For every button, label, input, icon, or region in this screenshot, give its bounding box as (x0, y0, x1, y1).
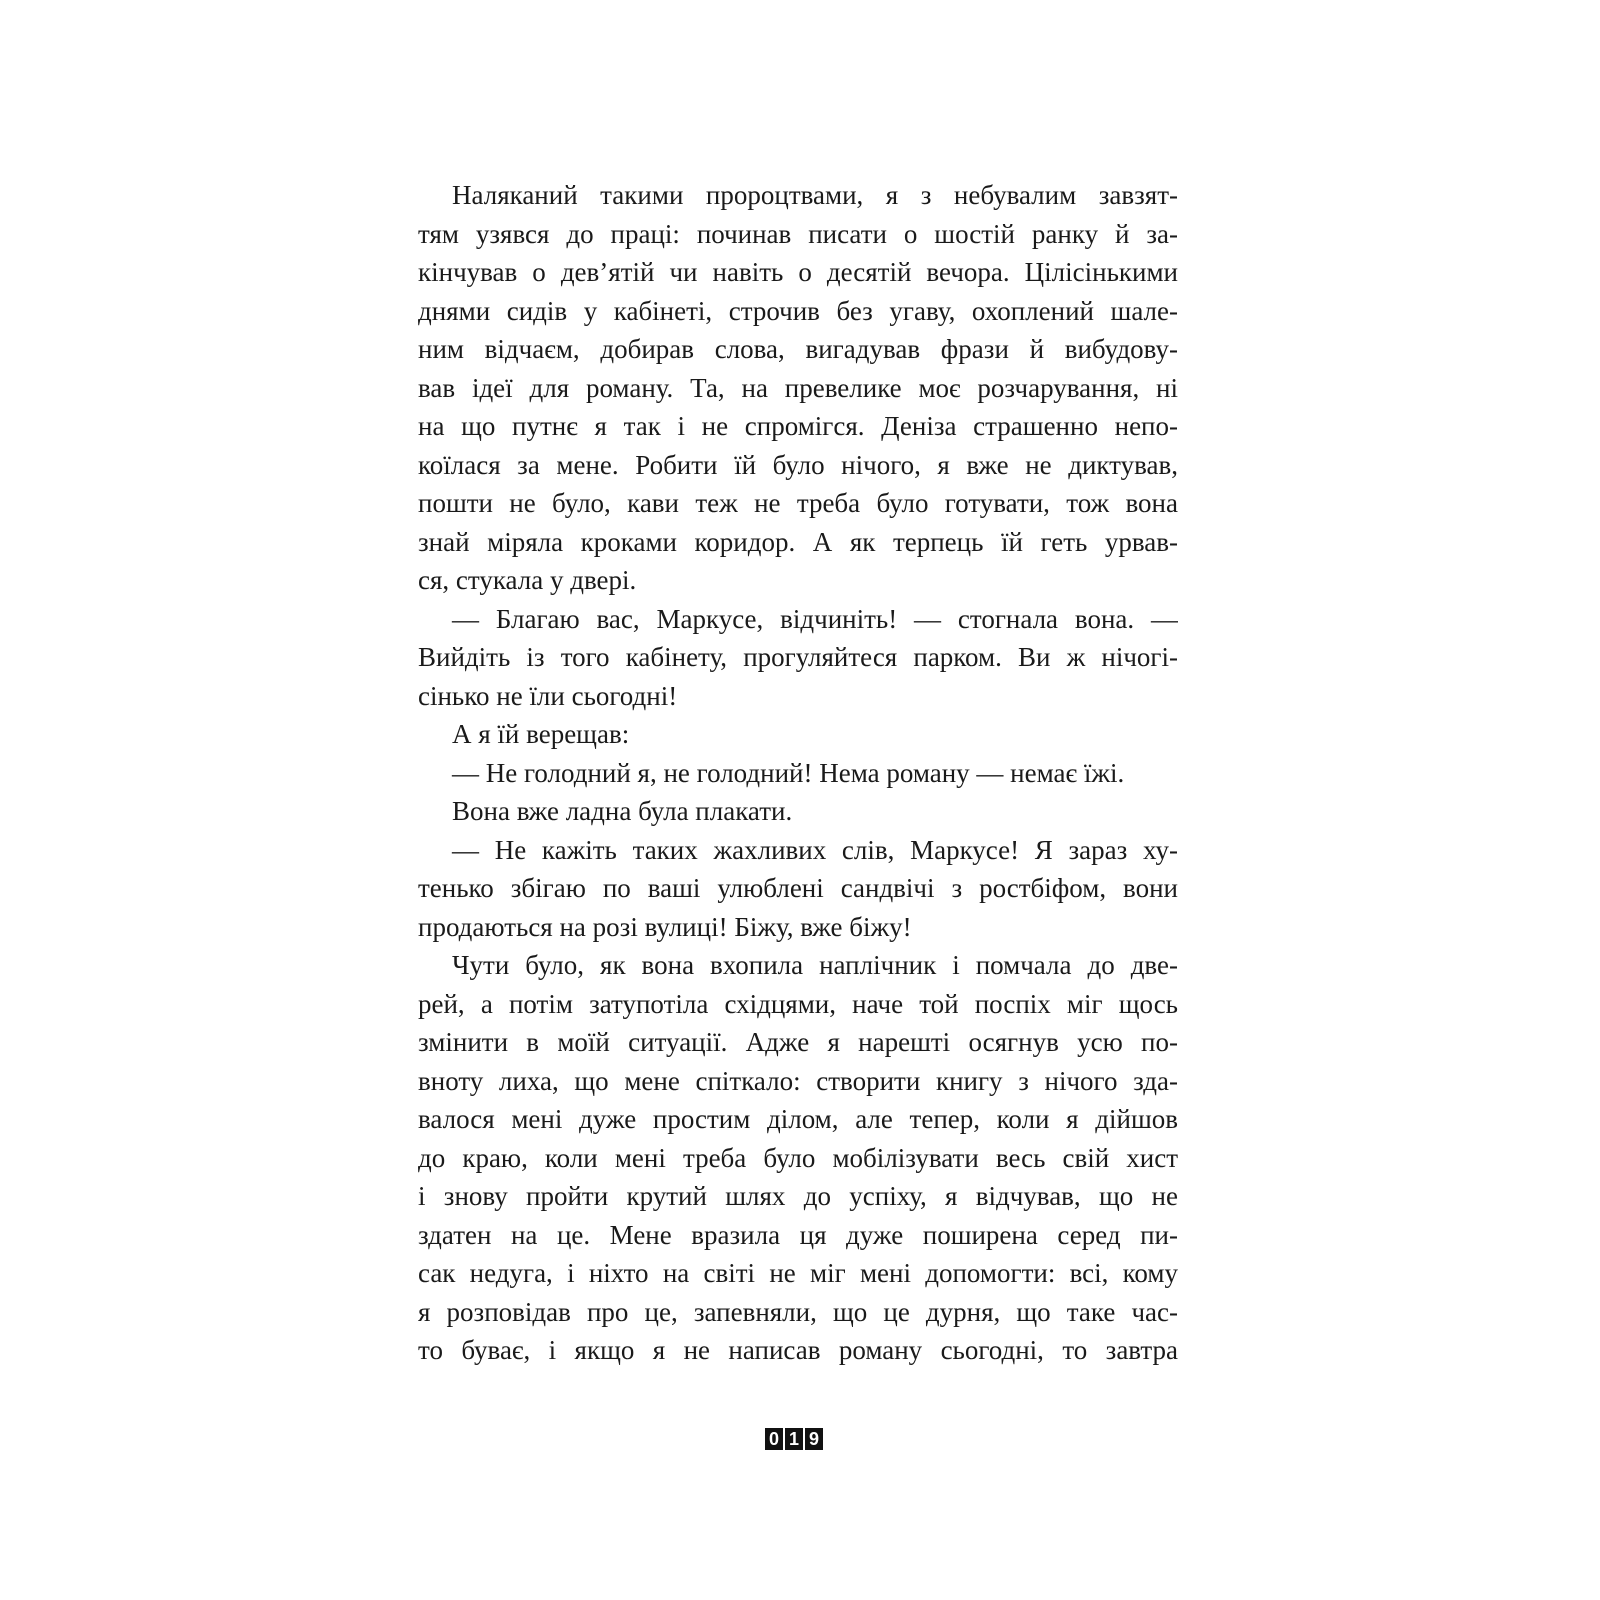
text-line: — Не кажіть таких жахливих слів, Маркусе! Я зараз ху- (452, 834, 1178, 865)
text-line: то буває, і якщо я не написав роману сьогодні, то завтра (418, 1335, 1178, 1365)
text-line: змінити в моїй ситуації. Адже я нарешті осягнув усю по- (418, 1027, 1178, 1057)
text-line: Вийдіть із того кабінету, прогуляйтеся парком. Ви ж нічогі- (418, 642, 1178, 672)
text-line: я розповідав про це, запевняли, що це дурня, що таке час- (418, 1296, 1178, 1327)
text-line: вноту лиха, що мене спіткало: створити книгу з нічого зда- (418, 1065, 1178, 1096)
page-number-digit: 1 (785, 1428, 803, 1450)
text-line: до краю, коли мені треба було мобілізувати весь свій хист (418, 1142, 1178, 1173)
text-line: Наляканий такими пророцтвами, я з небувалим завзят- (452, 180, 1178, 210)
page-number-digit: 9 (805, 1428, 823, 1450)
text-line: коїлася за мене. Робити їй було нічого, я вже не диктував, (418, 449, 1178, 480)
text-line: пошти не було, кави теж не треба було готувати, тож вона (418, 488, 1178, 518)
text-line: Чути було, як вона вхопила наплічник і помчала до две- (452, 950, 1178, 980)
text-line: сінько не їли сьогодні! (418, 680, 678, 711)
text-line: вав ідеї для роману. Та, на превелике моє розчарування, ні (418, 372, 1178, 403)
text-line: і знову пройти крутий шлях до успіху, я відчував, що не (418, 1181, 1178, 1211)
text-line: тям узявся до праці: починав писати о шостій ранку й за- (418, 218, 1178, 249)
text-line: продаються на розі вулиці! Біжу, вже біжу! (418, 911, 912, 942)
body-text (418, 176, 1178, 1370)
page-number (765, 1428, 823, 1450)
text-line: сак недуга, і ніхто на світі не міг мені допомогти: всі, кому (418, 1258, 1178, 1288)
text-line: валося мені дуже простим ділом, але тепер, коли я дійшов (418, 1104, 1178, 1134)
text-line: — Не голодний я, не голодний! Нема роману — немає їжі. (452, 757, 1125, 788)
text-line: рей, а потім затупотіла східцями, наче той поспіх міг щось (418, 988, 1178, 1019)
text-line: знай міряла кроками коридор. А як терпець їй геть урвав- (418, 526, 1178, 557)
text-line: ся, стукала у двері. (418, 565, 637, 595)
text-line: на що путнє я так і не спромігся. Деніза страшенно непо- (418, 411, 1178, 441)
text-line: кінчував о дев’ятій чи навіть о десятій вечора. Цілісінькими (418, 257, 1178, 287)
text-line: тенько збігаю по ваші улюблені сандвічі з ростбіфом, вони (418, 873, 1178, 903)
text-line: днями сидів у кабінеті, строчив без угаву, охоплений шале- (418, 295, 1178, 326)
text-line: Вона вже ладна була плакати. (452, 796, 793, 826)
page-number-digit: 0 (765, 1428, 783, 1450)
text-line: А я їй верещав: (452, 719, 630, 749)
text-line: — Благаю вас, Маркусе, відчиніть! — стогнала вона. — (452, 603, 1178, 634)
text-line: здатен на це. Мене вразила ця дуже поширена серед пи- (418, 1219, 1178, 1250)
text-line: ним відчаєм, добирав слова, вигадував фрази й вибудову- (418, 334, 1178, 364)
